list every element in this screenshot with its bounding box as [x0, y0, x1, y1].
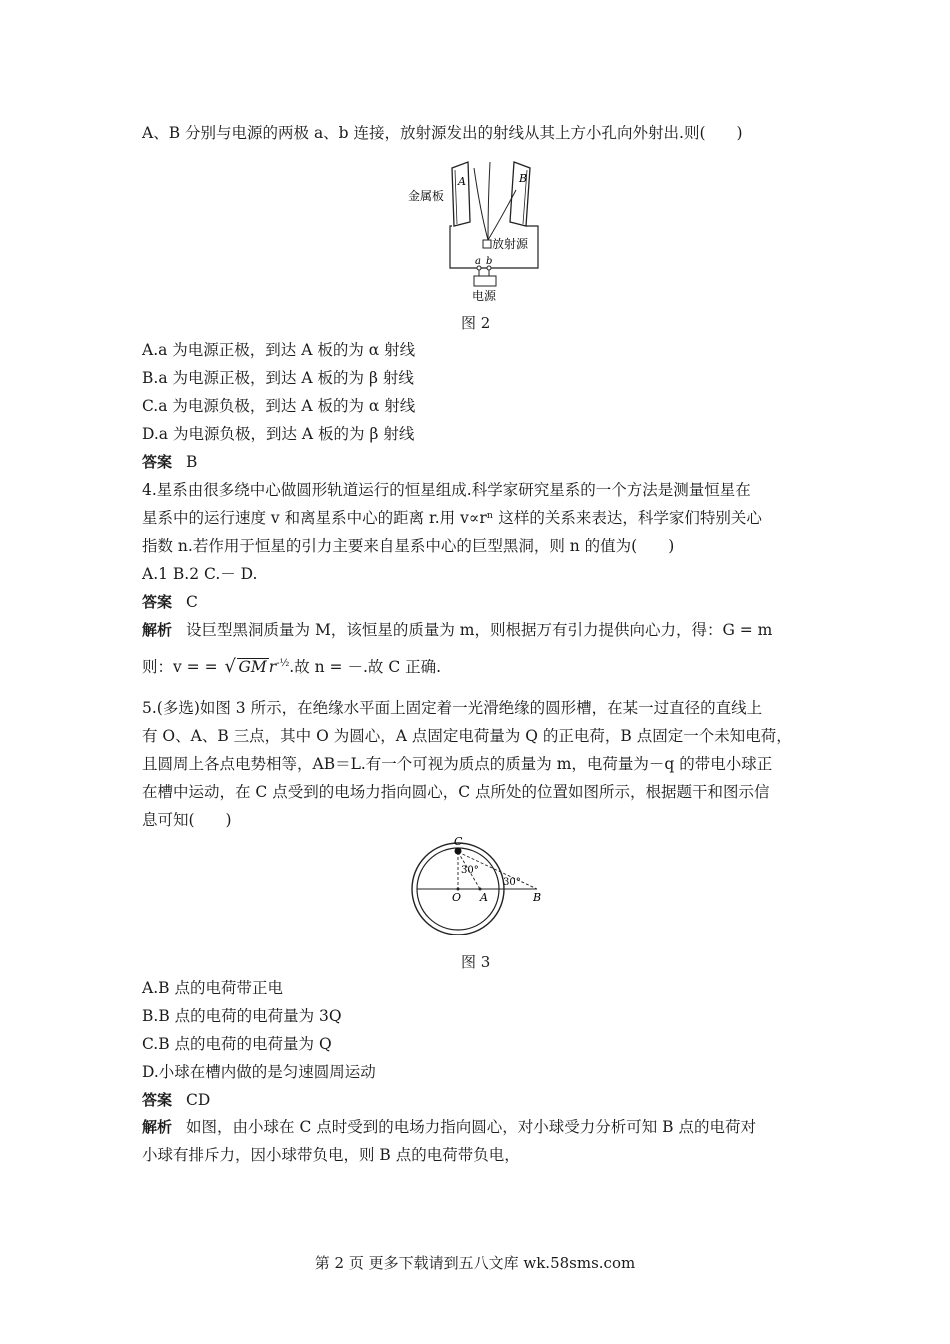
q5-stem-line-3: 且圆周上各点电势相等，AB＝L.有一个可视为质点的质量为 m，电荷量为－q 的带电小球正: [142, 755, 773, 773]
q5-analysis-line-2: 小球有排斥力，因小球带负电，则 B 点的电荷带负电，: [142, 1146, 520, 1164]
q5-stem-line-1: 5.(多选)如图 3 所示，在绝缘水平面上固定着一光滑绝缘的圆形槽，在某一过直径的直线上: [142, 699, 763, 717]
q4-stem-line-1: 4.星系由很多绕中心做圆形轨道运行的恒星组成.科学家研究星系的一个方法是测量恒星在: [142, 481, 751, 499]
q3-option-c: C.a 为电源负极，到达 A 板的为 α 射线: [142, 397, 416, 415]
figure-2-caption: 图 2: [461, 314, 491, 332]
q3-stem: A、B 分别与电源的两极 a、b 连接，放射源发出的射线从其上方小孔向外射出.则( ): [142, 124, 743, 142]
angle-2: 30°: [503, 877, 521, 888]
q4-stem-line-3: 指数 n.若作用于恒星的引力主要来自星系中心的巨型黑洞，则 n 的值为( ): [142, 537, 675, 555]
answer-value: C: [186, 593, 198, 611]
q5-option-b: B.B 点的电荷的电荷量为 3Q: [142, 1007, 342, 1025]
power-supply: [474, 276, 496, 286]
figure-3-caption: 图 3: [461, 953, 491, 971]
answer-value: B: [186, 453, 198, 471]
label-b: B: [533, 891, 542, 904]
q5-analysis-line-1: [142, 1117, 756, 1137]
q4-answer: [142, 592, 198, 612]
q4-stem-line-2: 星系中的运行速度 v 和离星系中心的距离 r.用 v∝rⁿ 这样的关系来表达，科学家们特别关心: [142, 509, 762, 527]
q5-option-d: D.小球在槽内做的是匀速圆周运动: [142, 1063, 376, 1081]
q3-option-a: A.a 为电源正极，到达 A 板的为 α 射线: [142, 341, 416, 359]
analysis-label: 解析: [142, 621, 173, 639]
label-plate-b: B: [519, 172, 528, 185]
analysis-text: 设巨型黑洞质量为 M，该恒星的质量为 m，则根据万有引力提供向心力，得：G = m: [186, 621, 773, 639]
radioactive-source: [483, 240, 491, 248]
label-power: 电源: [472, 289, 497, 303]
page-footer: 第 2 页 更多下载请到五八文库 wk.58sms.com: [314, 1254, 636, 1272]
analysis-r: r: [268, 658, 277, 677]
label-terminal-a: a: [475, 256, 481, 267]
sqrt-expression: √ GM: [224, 656, 267, 678]
q5-option-c: C.B 点的电荷的电荷量为 Q: [142, 1035, 332, 1053]
q3-answer: [142, 452, 197, 472]
ball-c: [455, 848, 462, 855]
q5-stem-line-5: 息可知( ): [142, 811, 232, 829]
analysis-text: 如图，由小球在 C 点时受到的电场力指向圆心，对小球受力分析可知 B 点的电荷对: [186, 1118, 756, 1136]
angle-1: 30°: [461, 865, 479, 876]
label-terminal-b: b: [486, 256, 493, 267]
q5-stem-line-2: 有 O、A、B 三点，其中 O 为圆心，A 点固定电荷量为 Q 的正电荷，B 点固定一个未知电荷，: [142, 727, 792, 745]
analysis-prefix: 则：v = =: [142, 658, 218, 677]
analysis-label: 解析: [142, 1118, 173, 1136]
answer-label: 答案: [142, 1091, 173, 1109]
analysis-suffix: .故 n = －.故 C 正确.: [289, 658, 442, 677]
analysis-exponent: -½: [276, 658, 290, 669]
q3-option-d: D.a 为电源负极，到达 A 板的为 β 射线: [142, 425, 415, 443]
q4-analysis-line-1: [142, 620, 772, 640]
label-metal-plate: 金属板: [408, 189, 445, 203]
answer-label: 答案: [142, 593, 173, 611]
label-plate-a: A: [458, 175, 466, 188]
q5-stem-line-4: 在槽中运动，在 C 点受到的电场力指向圆心，C 点所处的位置如图所示，根据题干和图示信: [142, 783, 770, 801]
label-source: 放射源: [492, 237, 529, 251]
label-a: A: [480, 891, 488, 904]
label-c: C: [454, 835, 463, 848]
q4-options: A.1 B.2 C.－ D.: [142, 565, 258, 583]
figure-2: [400, 160, 550, 305]
sqrt-content: GM: [238, 658, 267, 677]
q5-option-a: A.B 点的电荷带正电: [142, 979, 283, 997]
q4-analysis-line-2: [142, 654, 441, 677]
answer-label: 答案: [142, 453, 173, 471]
q3-option-b: B.a 为电源正极，到达 A 板的为 β 射线: [142, 369, 414, 387]
label-o: O: [452, 891, 462, 904]
q5-answer: [142, 1090, 210, 1110]
answer-value: CD: [186, 1091, 211, 1109]
figure-3: [405, 835, 555, 935]
